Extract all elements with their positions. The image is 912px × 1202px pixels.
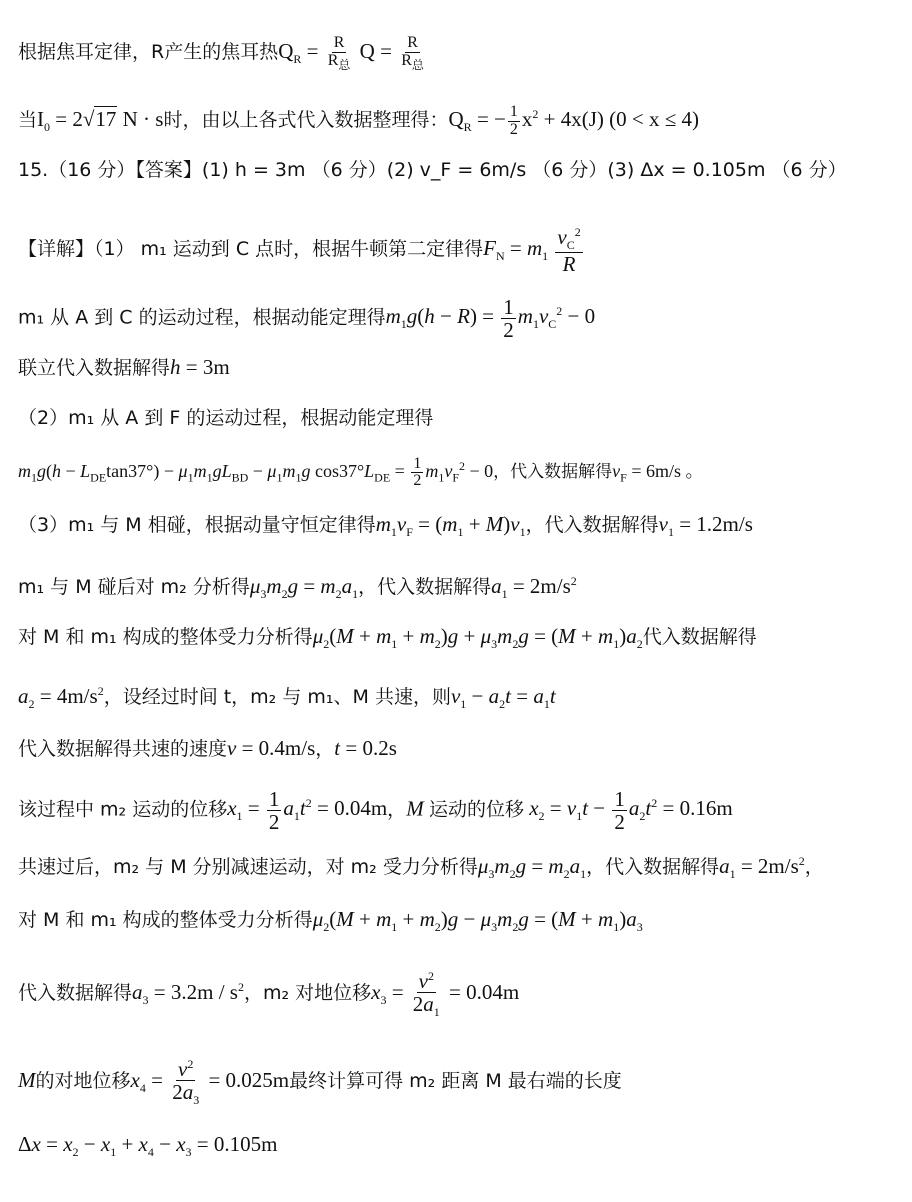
detail-part-2-equation: $m_1g(h - L_{DE}\tan 37^\circ) - \mu_1m_1gL_{BD} - \mu_1m_1g$ $\cos 37^\circ L_{DE}$ = $\frac{1}{2}$ $m_1v_F^2 - 0$，代入数据解得$v_F = 6m/s$ 。 xyxy=(18,454,704,490)
detail-part-2-heading: （2）m₁ 从 A 到 F 的运动过程，根据动能定理得 xyxy=(18,407,434,429)
detail-decelerate: 共速过后，m₂ 与 M 分别减速运动，对 m₂ 受力分析得$\mu_3m_2g = m_2a_1$，代入数据解得$a_1 = 2m/s^2$， xyxy=(18,854,824,882)
line-joule-heat: 根据焦耳定律，R产生的焦耳热$Q_R$ = $\frac{R}{R_总}$ Q = $\frac{R}{R_总}$ xyxy=(18,34,424,72)
detail-x4: M的对地位移$x_4$ = $\frac{v^2}{2a_3}$ = 0.025m最终计算可得 m₂ 距离 M 最右端的长度 xyxy=(18,1057,622,1108)
line-substitution-result: 当$I_0 = 2√17$ N · s时，由以上各式代入数据整理得：$Q_R$ = − $\frac{1}{2}$ $x^2 + 4x(J) (0 < x \le 4)$ xyxy=(18,102,699,138)
detail-whole-analysis-2: 对 M 和 m₁ 构成的整体受力分析得$\mu_2(M + m_1 + m_2)g - \mu_3m_2g = (M + m_1)a_3$ xyxy=(18,907,643,935)
detail-a3-result: 代入数据解得$a_3 = 3.2m / s^2$，m₂ 对地位移$x_3$ = $\frac{v^2}{2a_1}$ = 0.04m xyxy=(18,969,520,1020)
detail-m2-analysis: m₁ 与 M 碰后对 m₂ 分析得$\mu_3m_2g = m_2a_1$，代入数据解得$a_1 = 2m/s^2$ xyxy=(18,574,577,602)
detail-part-3-momentum: （3）m₁ 与 M 相碰，根据动量守恒定律得$m_1v_F = (m_1 + M)v_1$，代入数据解得$v_1 = 1.2m/s$ xyxy=(18,512,753,540)
detail-whole-analysis-1: 对 M 和 m₁ 构成的整体受力分析得$\mu_2(M + m_1 + m_2)g + \mu_3m_2g = (M + m_1)a_2$代入数据解得 xyxy=(18,624,757,652)
detail-common-speed-result: 代入数据解得共速的速度v = 0.4m/s，t = 0.2s xyxy=(18,736,397,760)
detail-displacements: 该过程中 m₂ 运动的位移$x_1$ = $\frac{1}{2}$ $a_1t^2 = 0.04m$，M 运动的位移 $x_2 = v_1t$ − $\frac{1}{2}$ $a_2t^2 = 0.16m$ xyxy=(18,787,733,835)
final-answer-delta-x: $\Delta x = x_2 - x_1 + x_4 - x_3 = 0.105m$ xyxy=(18,1132,278,1160)
detail-step-2: m₁ 从 A 到 C 的运动过程，根据动能定理得$m_1g(h - R)$ = $\frac{1}{2}$ $m_1v_C^2 - 0$ xyxy=(18,295,596,343)
detail-step-3: 联立代入数据解得h = 3m xyxy=(18,355,230,379)
answer-line-15: 15.（16 分）【答案】(1) h = 3m （6 分）(2) v_F = 6m/s （6 分）(3) Δx = 0.105m （6 分） xyxy=(18,159,847,181)
detail-step-1: 【详解】（1） m₁ 运动到 C 点时，根据牛顿第二定律得$F_N = m_1$ $\frac{v_C^2}{R}$ xyxy=(18,225,581,276)
detail-common-speed: $a_2 = 4m/s^2$，设经过时间 t，m₂ 与 m₁、M 共速，则$v_1 - a_2t = a_1t$ xyxy=(18,684,556,712)
